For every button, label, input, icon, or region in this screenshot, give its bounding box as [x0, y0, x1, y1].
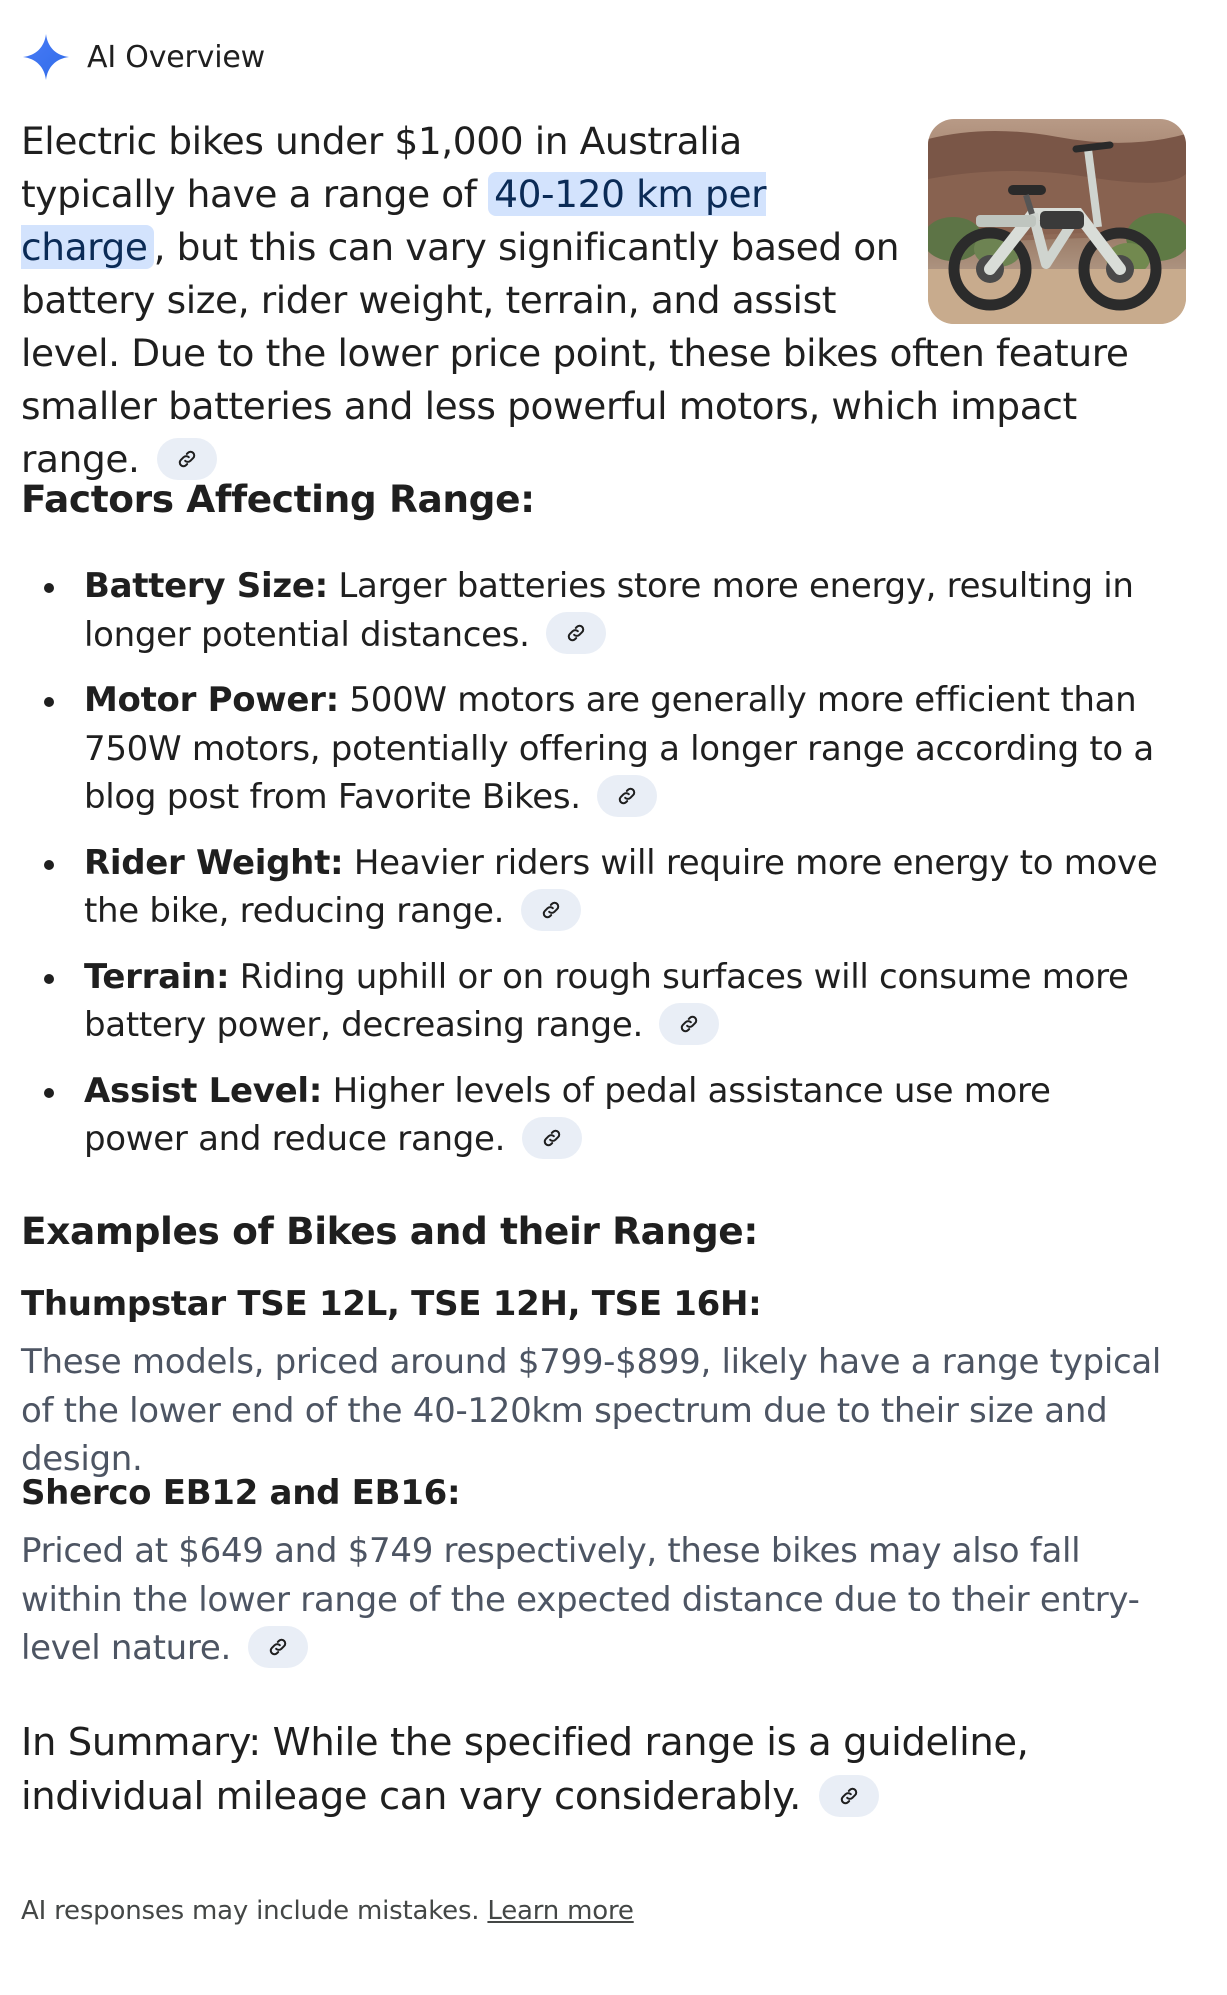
link-icon	[678, 1013, 700, 1035]
sparkle-icon	[21, 32, 71, 82]
list-item	[21, 839, 1161, 936]
example-title: Sherco EB12 and EB16:	[21, 1473, 461, 1513]
factor-text: Larger batteries store more energy, resulting in longer potential distances.	[84, 566, 1134, 655]
ai-overview-header	[21, 32, 265, 82]
link-icon	[565, 622, 587, 644]
example-description	[21, 1338, 1181, 1484]
disclaimer	[21, 1896, 634, 1926]
list-item	[21, 562, 1161, 659]
factor-text: Heavier riders will require more energy to move the bike, reducing range.	[84, 842, 1158, 931]
source-link-button[interactable]	[248, 1626, 308, 1668]
link-icon	[541, 1127, 563, 1149]
intro-section	[21, 115, 1186, 486]
factor-label: Terrain:	[84, 956, 230, 997]
link-icon	[540, 899, 562, 921]
link-icon	[616, 785, 638, 807]
source-link-button[interactable]	[522, 1117, 582, 1159]
link-icon	[176, 448, 198, 470]
link-icon	[267, 1636, 289, 1658]
example-title: Thumpstar TSE 12L, TSE 12H, TSE 16H:	[21, 1284, 762, 1324]
learn-more-link[interactable]: Learn more	[487, 1896, 634, 1926]
list-item	[21, 1067, 1161, 1164]
summary-paragraph	[21, 1716, 1181, 1824]
range-highlight: 40-120 km per charge	[21, 172, 767, 269]
disclaimer-text: AI responses may include mistakes.	[21, 1896, 488, 1926]
intro-text-after: , but this can vary significantly based on battery size, rider weight, terrain, and assist level. Due to the lower price point, these bikes often feature smaller batteries and less powerful motors, which impact range.	[21, 225, 1129, 481]
factor-label: Assist Level:	[84, 1070, 323, 1111]
factors-heading: Factors Affecting Range:	[21, 477, 535, 521]
list-item	[21, 676, 1161, 822]
summary-text: In Summary: While the specified range is a guideline, individual mileage can vary considerably.	[21, 1720, 1029, 1819]
factor-label: Battery Size:	[84, 566, 328, 606]
intro-text-before: Electric bikes under $1,000 in Australia typically have a range of	[21, 119, 742, 216]
factor-label: Rider Weight:	[84, 842, 344, 883]
source-link-button[interactable]	[597, 775, 657, 817]
header-title: AI Overview	[87, 39, 265, 75]
factor-label: Motor Power:	[84, 680, 339, 720]
factors-list	[21, 562, 1161, 1181]
example-text: These models, priced around $799-$899, likely have a range typical of the lower end of the 40-120km spectrum due to their size and design.	[21, 1342, 1162, 1479]
example-description	[21, 1527, 1181, 1673]
bike-thumbnail-image[interactable]	[928, 119, 1186, 324]
link-icon	[838, 1785, 860, 1807]
example-text: Priced at $649 and $749 respectively, these bikes may also fall within the lower range of the expected distance due to their entry-level nature.	[21, 1531, 1140, 1668]
list-item	[21, 953, 1161, 1050]
factor-text: Riding uphill or on rough surfaces will consume more battery power, decreasing range.	[84, 956, 1129, 1045]
factor-text: 500W motors are generally more efficient than 750W motors, potentially offering a longer range according to a blog post from Favorite Bikes.	[84, 680, 1154, 817]
examples-heading: Examples of Bikes and their Range:	[21, 1209, 758, 1253]
factor-text: Higher levels of pedal assistance use more power and reduce range.	[84, 1070, 1051, 1159]
source-link-button[interactable]	[819, 1775, 879, 1817]
source-link-button[interactable]	[659, 1003, 719, 1045]
source-link-button[interactable]	[546, 612, 606, 654]
source-link-button[interactable]	[521, 889, 581, 931]
